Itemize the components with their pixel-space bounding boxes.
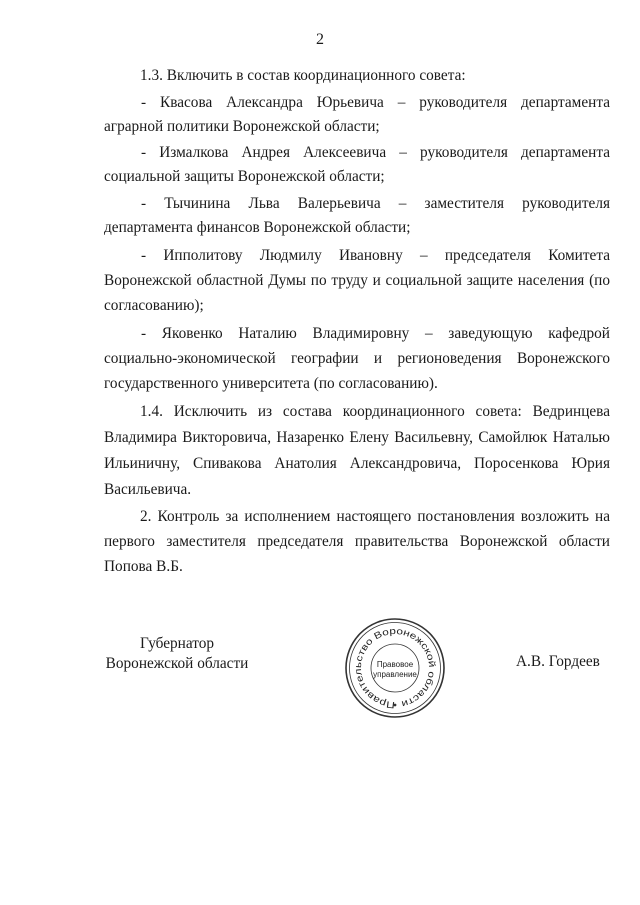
entry-ippolitova-line2: Воронежской областной Думы по труду и социальной защите населения (по — [104, 272, 610, 289]
entry-tychinin-line1: - Тычинина Льва Валерьевича – заместителя руководителя — [141, 195, 610, 212]
official-seal — [341, 616, 449, 720]
signatory-title-line1: Губернатор — [139, 635, 215, 652]
entry-ippolitova-line1: - Ипполитову Людмилу Ивановну – председателя Комитета — [141, 247, 610, 264]
entry-yakovenko-line2: социально-экономической географии и регионоведения Воронежского — [104, 350, 610, 367]
entry-tychinin-line2: департамента финансов Воронежской области; — [104, 219, 411, 236]
entry-ippolitova-line3: согласованию); — [104, 297, 204, 314]
seal-ring-text: Правительство Воронежской области — [352, 625, 438, 711]
item-1-3-heading: 1.3. Включить в состав координационного совета: — [140, 67, 466, 84]
signatory-name: А.В. Гордеев — [516, 653, 600, 670]
item-1-4-line3: Ильиничну, Спивакова Анатолия Александровича, Поросенкова Юрия — [104, 455, 610, 472]
entry-izmalkov-line2: социальной защиты Воронежской области; — [104, 168, 385, 185]
item-1-4-line2: Владимира Викторовича, Назаренко Елену Васильевну, Самойлюк Наталью — [104, 429, 610, 446]
entry-yakovenko-line1: - Яковенко Наталию Владимировну – заведующую кафедрой — [141, 325, 610, 342]
entry-kvasov-line1: - Квасова Александра Юрьевича – руководителя департамента — [141, 94, 610, 111]
item-2-line1: 2. Контроль за исполнением настоящего постановления возложить на — [140, 508, 610, 525]
signatory-title — [100, 634, 254, 674]
seal-star-mark — [394, 704, 397, 707]
entry-yakovenko-line3: государственного университета (по согласованию). — [104, 375, 438, 392]
item-2-line2: первого заместителя председателя правительства Воронежской области — [104, 533, 610, 550]
seal-center-line2: управление — [373, 670, 417, 679]
signatory-title-line2: Воронежской области — [105, 655, 249, 672]
seal-center-line1: Правовое — [376, 660, 414, 669]
entry-izmalkov-line1: - Измалкова Андрея Алексеевича – руководителя департамента — [141, 144, 610, 161]
page-number: 2 — [316, 31, 324, 48]
entry-kvasov-line2: аграрной политики Воронежской области; — [104, 118, 380, 135]
item-1-4-line1: 1.4. Исключить из состава координационного совета: Ведринцева — [140, 403, 610, 420]
item-1-4-line4: Васильевича. — [104, 481, 192, 498]
item-2-line3: Попова В.Б. — [104, 558, 183, 575]
